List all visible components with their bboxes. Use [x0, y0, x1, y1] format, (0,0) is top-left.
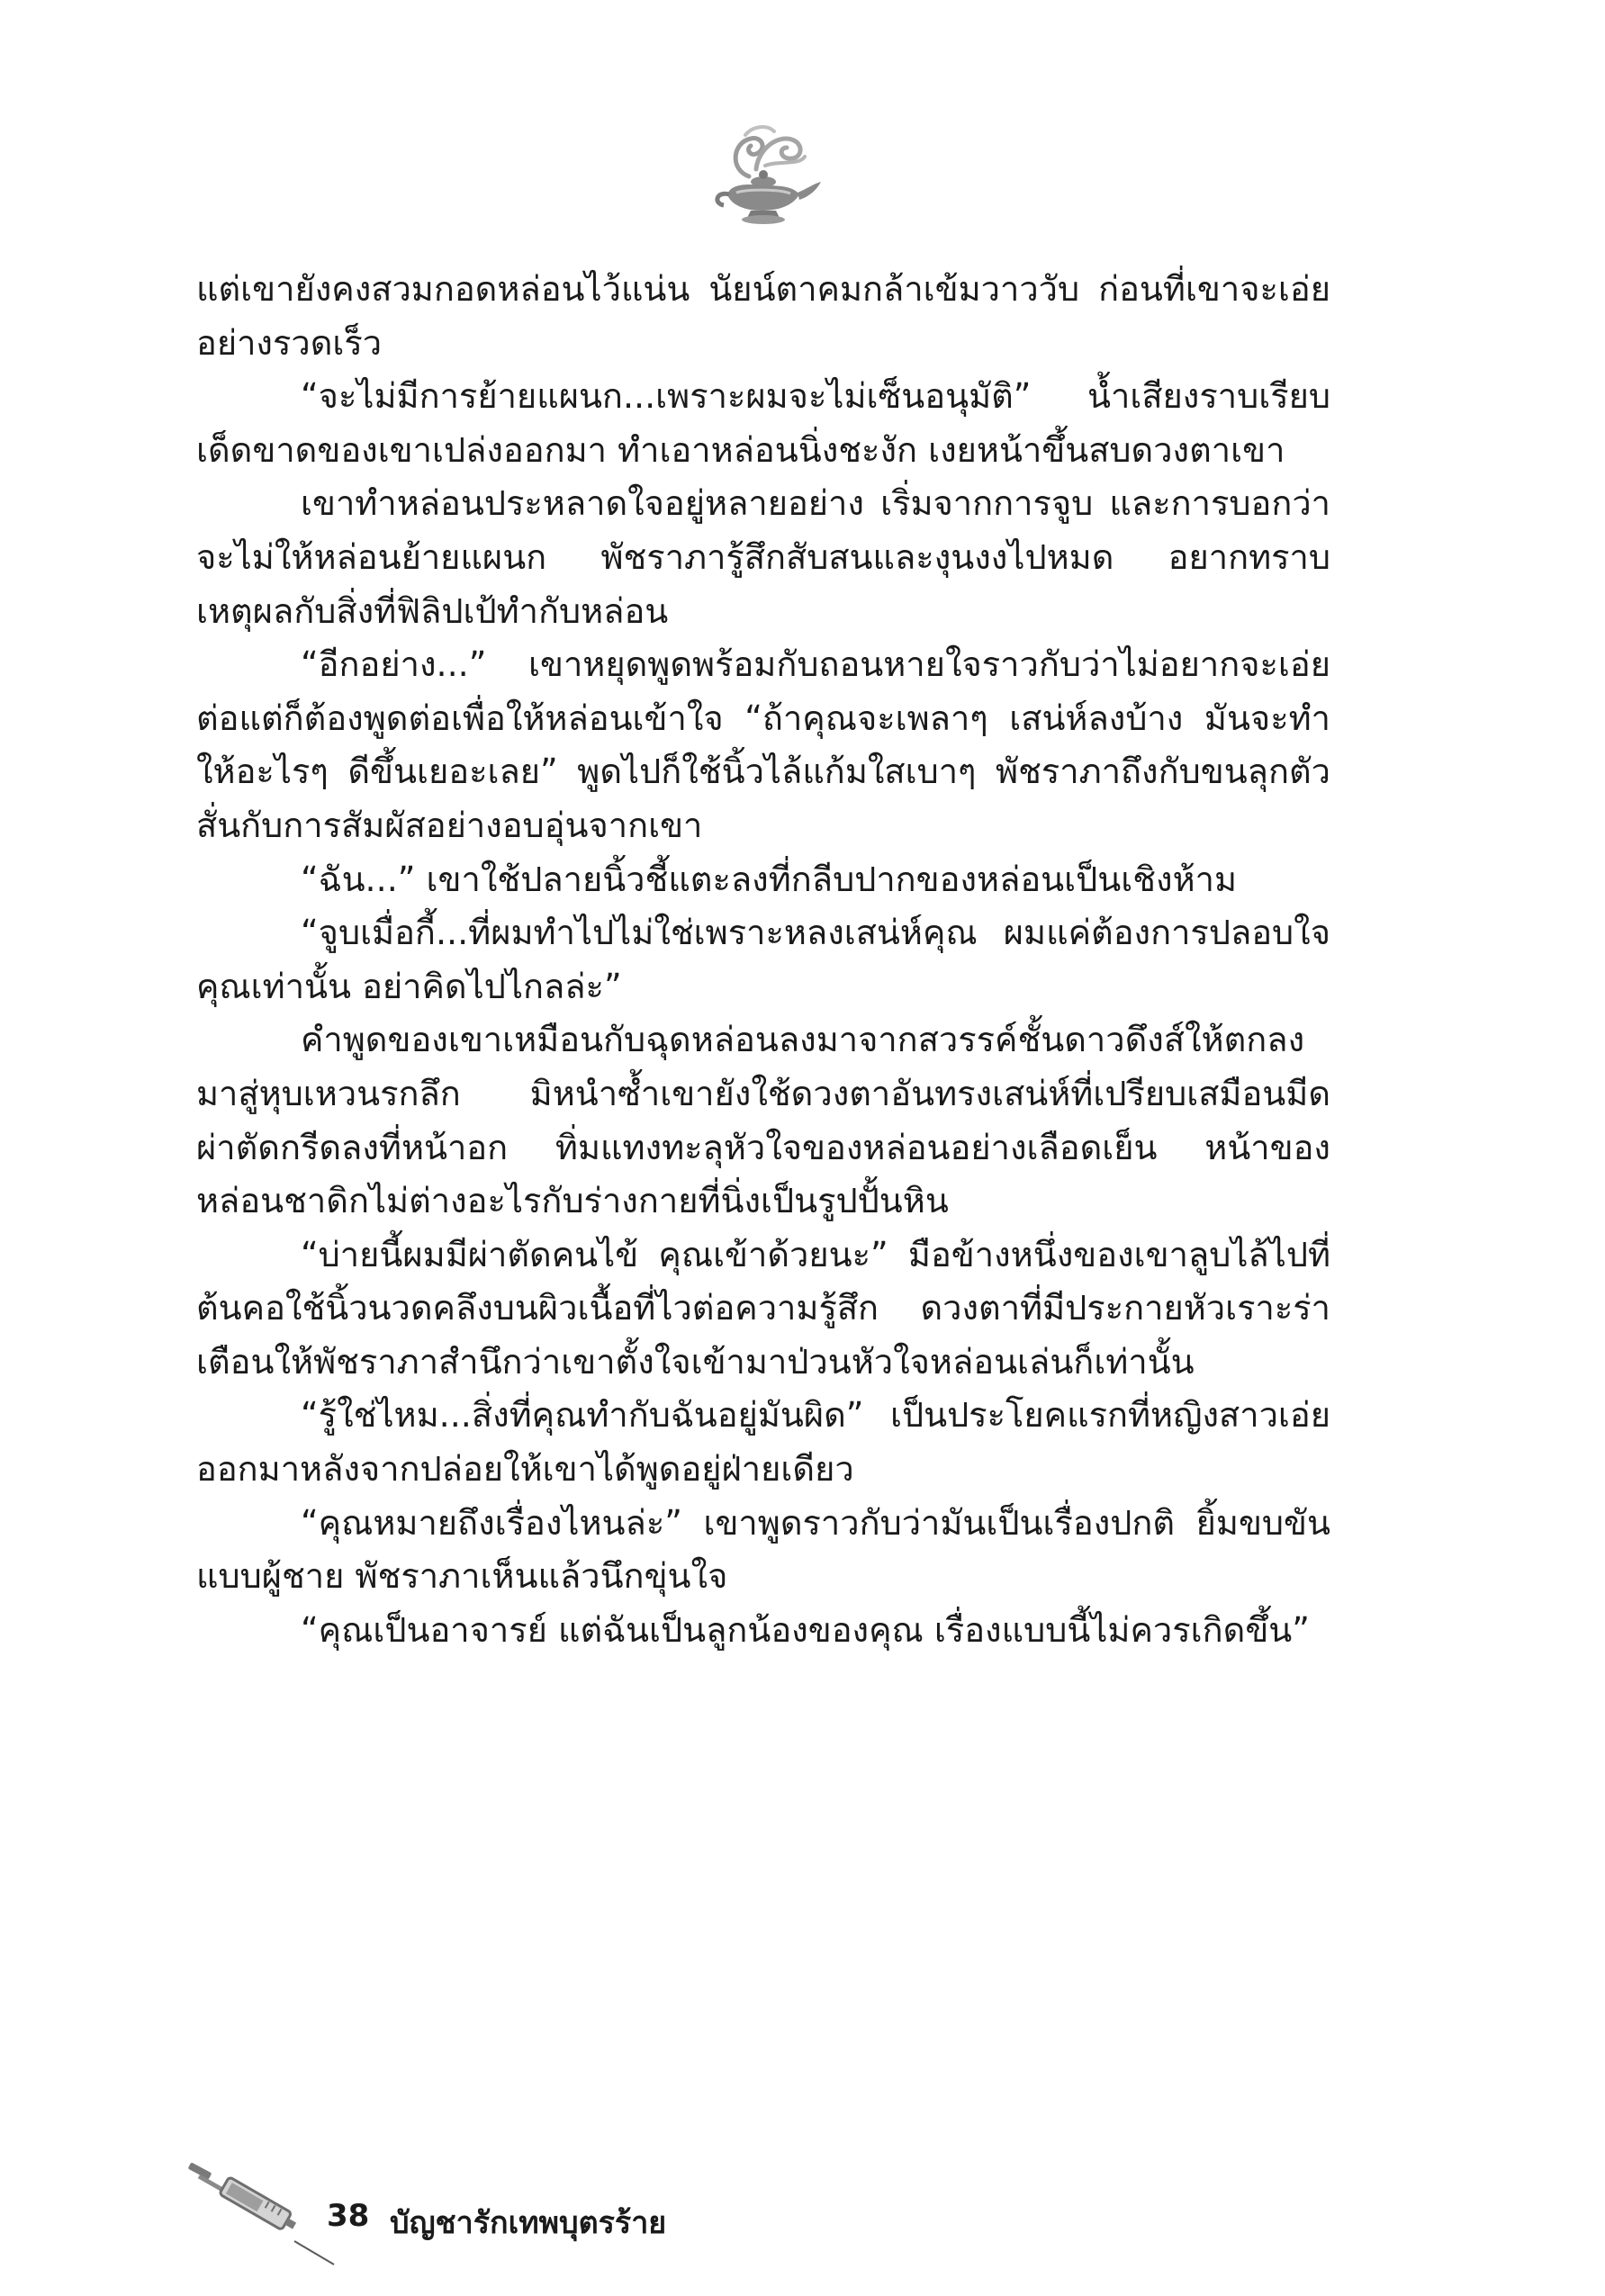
paragraph: “คุณเป็นอาจารย์ แต่ฉันเป็นลูกน้องของคุณ เรื่องแบบนี้ไม่ควรเกิดขึ้น”	[301, 1609, 1310, 1650]
paragraph: “จะไม่มีการย้ายแผนก...เพราะผมจะไม่เซ็นอนุมัติ” น้ำเสียงราบเรียบเด็ดขาดของเขาเปล่งออกมา ทำเอาหล่อนนิ่งชะงัก เงยหน้าขึ้นสบดวงตาเขา	[196, 376, 1330, 470]
paragraph: “จูบเมื่อกี้...ที่ผมทำไปไม่ใช่เพราะหลงเสน่ห์คุณ ผมแค่ต้องการปลอบใจคุณเท่านั้น อย่าคิดไปไกลล่ะ”	[196, 913, 1330, 1006]
page-footer	[185, 2160, 725, 2268]
paragraph: เขาทำหล่อนประหลาดใจอยู่หลายอย่าง เริ่มจากการจูบ และการบอกว่าจะไม่ให้หล่อนย้ายแผนก พัชราภารู้สึกสับสนและงุนงงไปหมด อยากทราบเหตุผลกับสิ่งที่ฟิลิปเป้ทำกับหล่อน	[196, 483, 1330, 631]
chapter-body-text	[196, 263, 1330, 1657]
paragraph: “ฉัน...” เขาใช้ปลายนิ้วชี้แตะลงที่กลีบปากของหล่อนเป็นเชิงห้าม	[301, 859, 1238, 899]
paragraph: คำพูดของเขาเหมือนกับฉุดหล่อนลงมาจากสวรรค์ชั้นดาวดึงส์ให้ตกลงมาสู่หุบเหวนรกลึก มิหนำซ้ำเขายังใช้ดวงตาอันทรงเสน่ห์ที่เปรียบเสมือนมีดผ่าตัดกรีดลงที่หน้าอก ทิ่มแทงทะลุหัวใจของหล่อนอย่างเลือดเย็น หน้าของหล่อนชาดิกไม่ต่างอะไรกับร่างกายที่นิ่งเป็นรูปปั้นหิน	[196, 1020, 1330, 1221]
genie-lamp-icon	[693, 106, 828, 241]
paragraph: “รู้ใช่ไหม...สิ่งที่คุณทำกับฉันอยู่มันผิด” เป็นประโยคแรกที่หญิงสาวเอ่ยออกมาหลังจากปล่อยให้เขาได้พูดอยู่ฝ่ายเดียว	[196, 1395, 1330, 1490]
paragraph: แต่เขายังคงสวมกอดหล่อนไว้แน่น นัยน์ตาคมกล้าเข้มวาววับ ก่อนที่เขาจะเอ่ยอย่างรวดเร็ว	[196, 269, 1330, 363]
syringe-icon	[185, 2160, 338, 2268]
paragraph: “บ่ายนี้ผมมีผ่าตัดคนไข้ คุณเข้าด้วยนะ” มือข้างหนึ่งของเขาลูบไล้ไปที่ต้นคอใช้นิ้วนวดคลึงบนผิวเนื้อที่ไวต่อความรู้สึก ดวงตาที่มีประกายหัวเราะร่าเตือนให้พัชราภาสำนึกว่าเขาตั้งใจเข้ามาป่วนหัวใจหล่อนเล่นก็เท่านั้น	[196, 1234, 1330, 1382]
paragraph: “คุณหมายถึงเรื่องไหนล่ะ” เขาพูดราวกับว่ามันเป็นเรื่องปกติ ยิ้มขบขันแบบผู้ชาย พัชราภาเห็นแล้วนึกขุ่นใจ	[196, 1502, 1330, 1597]
paragraph: “อีกอย่าง...” เขาหยุดพูดพร้อมกับถอนหายใจราวกับว่าไม่อยากจะเอ่ยต่อแต่ก็ต้องพูดต่อเพื่อให้หล่อนเข้าใจ “ถ้าคุณจะเพลาๆ เสน่ห์ลงบ้าง มันจะทำให้อะไรๆ ดีขึ้นเยอะเลย” พูดไปก็ใช้นิ้วไล้แก้มใสเบาๆ พัชราภาถึงกับขนลุกตัวสั่นกับการสัมผัสอย่างอบอุ่นจากเขา	[196, 644, 1330, 845]
book-title: บัญชารักเทพบุตรร้าย	[390, 2205, 667, 2241]
page-number: 38	[327, 2198, 370, 2234]
